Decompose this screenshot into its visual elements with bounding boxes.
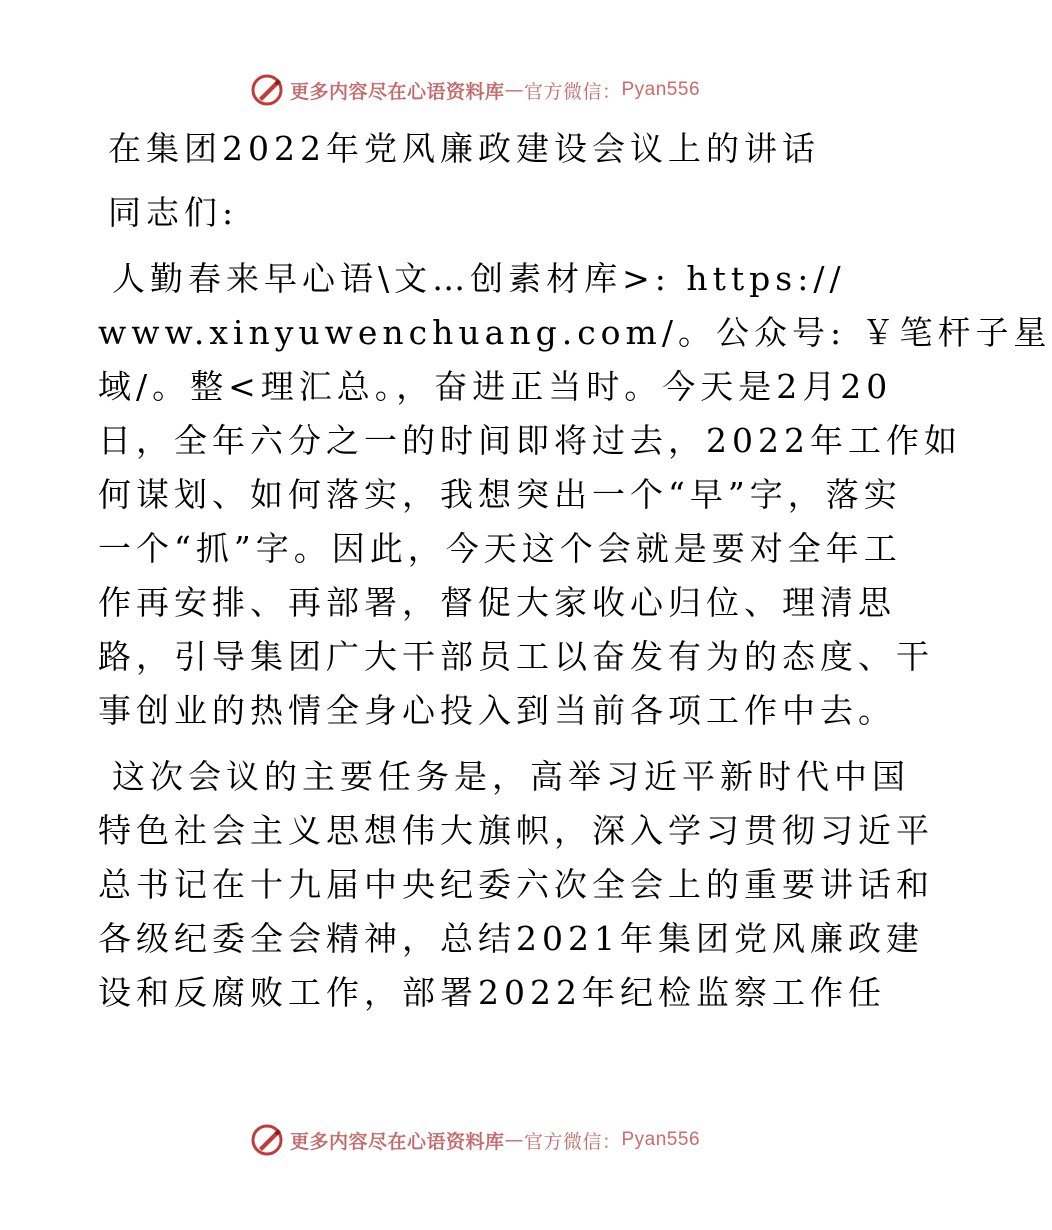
pen-logo-icon [250, 1123, 284, 1157]
paragraph-2 [98, 750, 934, 1020]
paragraph-line: 一个“抓”字。因此，今天这个会就是要对全年工 [98, 529, 902, 568]
paragraph-line: 事创业的热情全身心投入到当前各项工作中去。 [98, 691, 896, 730]
paragraph-line: 路，引导集团广大干部员工以奋发有为的态度、干 [98, 637, 934, 676]
footer-watermark [0, 1120, 950, 1160]
paragraph-line: 特色社会主义思想伟大旗帜，深入学习贯彻习近平 [98, 811, 934, 850]
header-watermark [0, 70, 950, 110]
paragraph-line: 日，全年六分之一的时间即将过去，2022年工作如 [98, 421, 962, 460]
paragraph-line: 域/。整<理汇总。，奋进正当时。今天是2月20 [98, 367, 893, 406]
document-body [98, 120, 1052, 1020]
watermark-library-text: 更多内容尽在心语资料库 [289, 1130, 505, 1153]
paragraph-line: www.xinyuwenchuang.com/。公众号: ￥笔杆子星 [98, 313, 1052, 352]
watermark-wechat-id: Pyan556 [621, 79, 701, 100]
watermark-dash: — [504, 79, 524, 101]
salutation: 同志们: [108, 193, 239, 232]
paragraph-line: 作再安排、再部署，督促大家收心归位、理清思 [98, 583, 896, 622]
paragraph-line: 何谋划、如何落实，我想突出一个“早”字，落实 [98, 475, 902, 514]
watermark-wechat-label: 官方微信： [523, 80, 622, 103]
paragraph-line: 设和反腐败工作，部署2022年纪检监察工作任 [98, 973, 886, 1012]
document-title: 在集团2022年党风廉政建设会议上的讲话 [108, 129, 820, 168]
paragraph-line: 各级纪委全会精神，总结2021年集团党风廉政建 [98, 919, 924, 958]
watermark-wechat-label: 官方微信： [523, 1130, 622, 1153]
paragraph-line: 这次会议的主要任务是，高举习近平新时代中国 [112, 757, 910, 796]
paragraph-line: 人勤春来早心语\文…创素材库>: https:// [112, 259, 846, 298]
pen-logo-icon [250, 73, 284, 107]
paragraph-1 [98, 252, 1052, 738]
paragraph-line: 总书记在十九届中央纪委六次全会上的重要讲话和 [98, 865, 934, 904]
watermark-library-text: 更多内容尽在心语资料库 [289, 80, 505, 103]
watermark-dash: — [504, 1129, 524, 1151]
watermark-wechat-id: Pyan556 [621, 1129, 701, 1150]
